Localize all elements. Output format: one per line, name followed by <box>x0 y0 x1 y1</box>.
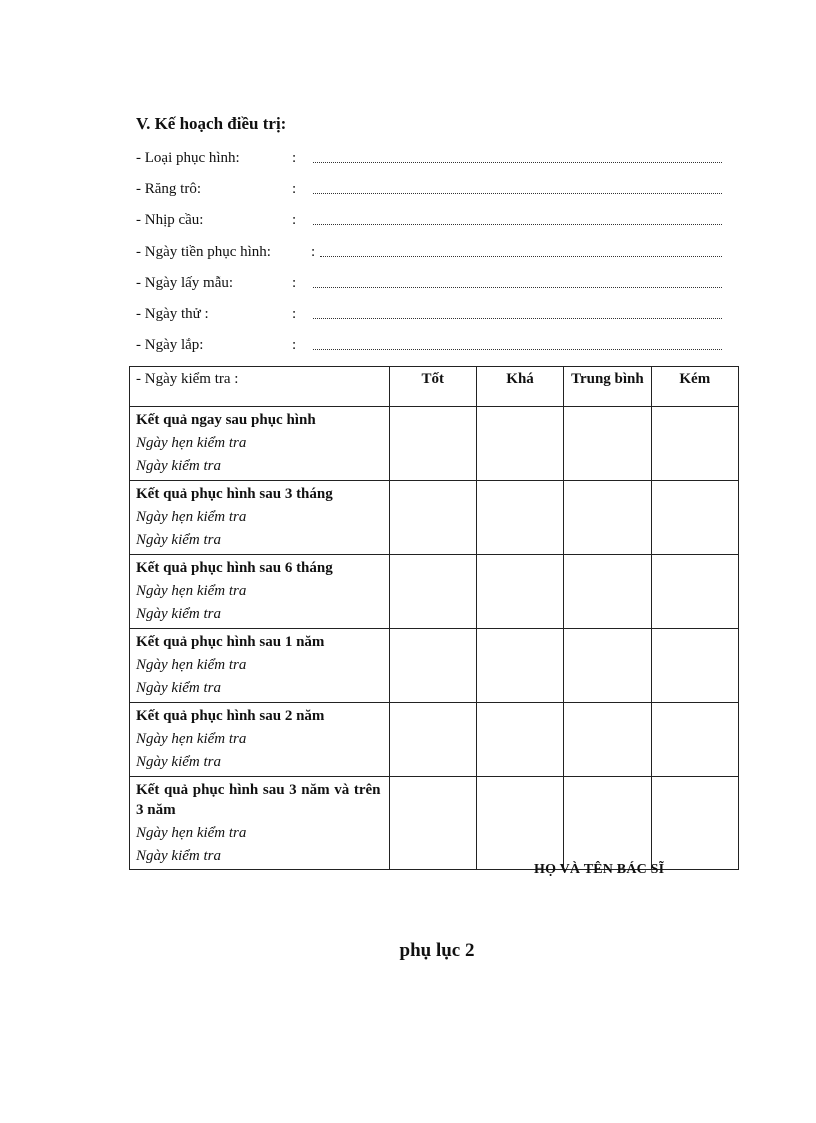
field-fill-line[interactable] <box>313 224 722 225</box>
grade-cell-average[interactable] <box>564 629 651 703</box>
field-abutment-teeth <box>136 176 726 207</box>
field-fill-line[interactable] <box>313 193 722 194</box>
grade-cell-good[interactable] <box>389 777 476 870</box>
doctor-signature-label: HỌ VÀ TÊN BÁC SĨ <box>534 862 665 877</box>
grade-cell-fair[interactable] <box>476 629 563 703</box>
table-row <box>130 629 739 703</box>
grade-cell-fair[interactable] <box>476 407 563 481</box>
treatment-plan-fields <box>136 145 726 363</box>
field-label: - Ngày thử : <box>136 305 209 322</box>
grade-cell-fair[interactable] <box>476 555 563 629</box>
result-title: Kết quả ngay sau phục hình <box>136 412 316 428</box>
grade-cell-poor[interactable] <box>651 481 738 555</box>
field-colon: : <box>292 274 297 291</box>
result-title: Kết quả phục hình sau 2 năm <box>136 708 325 724</box>
appointment-date-label: Ngày hẹn kiểm tra <box>136 657 247 673</box>
field-fill-line[interactable] <box>313 287 722 288</box>
header-checkup-date: - Ngày kiểm tra : <box>130 367 390 407</box>
checkup-date-label: Ngày kiểm tra <box>136 605 221 622</box>
result-title: Kết quả phục hình sau 6 tháng <box>136 560 333 576</box>
field-fill-line[interactable] <box>313 162 722 163</box>
result-label-cell <box>130 777 390 870</box>
result-label-cell <box>130 629 390 703</box>
appointment-date-label: Ngày hẹn kiểm tra <box>136 731 247 747</box>
grade-cell-poor[interactable] <box>651 777 738 870</box>
grade-cell-average[interactable] <box>564 481 651 555</box>
field-fitting-date <box>136 332 726 363</box>
grade-cell-good[interactable] <box>389 407 476 481</box>
result-title: Kết quả phục hình sau 3 năm và trên 3 năm <box>136 782 381 818</box>
result-label-cell <box>130 703 390 777</box>
checkup-date-label: Ngày kiểm tra <box>136 847 221 864</box>
section-heading: V. Kế hoạch điều trị: <box>136 114 287 133</box>
header-poor: Kém <box>651 367 738 407</box>
grade-cell-poor[interactable] <box>651 703 738 777</box>
grade-cell-average[interactable] <box>564 407 651 481</box>
checkup-date-label: Ngày kiểm tra <box>136 753 221 770</box>
field-label: - Ngày lấy mẫu: <box>136 274 234 291</box>
field-impression-date <box>136 270 726 301</box>
result-title: Kết quả phục hình sau 3 tháng <box>136 486 333 502</box>
table-row <box>130 481 739 555</box>
grade-cell-fair[interactable] <box>476 481 563 555</box>
field-label: - Loại phục hình: <box>136 150 240 166</box>
result-label-cell <box>130 555 390 629</box>
grade-cell-fair[interactable] <box>476 777 563 870</box>
field-label: - Ngày lắp: <box>136 337 204 354</box>
appointment-date-label: Ngày hẹn kiểm tra <box>136 825 247 841</box>
field-colon: : <box>292 181 297 198</box>
field-fill-line[interactable] <box>320 256 722 257</box>
field-colon: : <box>292 150 297 166</box>
grade-cell-average[interactable] <box>564 555 651 629</box>
checkup-date-label: Ngày kiểm tra <box>136 679 221 696</box>
appointment-date-label: Ngày hẹn kiểm tra <box>136 583 247 599</box>
result-label-cell <box>130 407 390 481</box>
result-title: Kết quả phục hình sau 1 năm <box>136 634 325 650</box>
header-good: Tốt <box>389 367 476 407</box>
result-label-cell <box>130 481 390 555</box>
header-average: Trung bình <box>564 367 651 407</box>
grade-cell-good[interactable] <box>389 703 476 777</box>
field-fill-line[interactable] <box>313 349 722 350</box>
grade-cell-poor[interactable] <box>651 407 738 481</box>
field-colon: : <box>292 212 297 229</box>
field-try-in-date <box>136 301 726 332</box>
field-colon: : <box>311 243 316 260</box>
checkup-results-table <box>129 366 739 870</box>
field-fill-line[interactable] <box>313 318 722 319</box>
field-prosthesis-type <box>136 145 726 176</box>
field-bridge-span <box>136 207 726 238</box>
field-colon: : <box>292 337 297 354</box>
field-label: - Răng trô: <box>136 181 201 198</box>
checkup-date-label: Ngày kiểm tra <box>136 531 221 548</box>
table-row <box>130 777 739 870</box>
table-row <box>130 407 739 481</box>
appointment-date-label: Ngày hẹn kiểm tra <box>136 435 247 451</box>
table-row <box>130 703 739 777</box>
grade-cell-poor[interactable] <box>651 629 738 703</box>
grade-cell-good[interactable] <box>389 555 476 629</box>
grade-cell-good[interactable] <box>389 629 476 703</box>
appendix-title: phụ lục 2 <box>399 940 475 961</box>
table-row <box>130 555 739 629</box>
header-fair: Khá <box>476 367 563 407</box>
grade-cell-fair[interactable] <box>476 703 563 777</box>
table-header-row <box>130 367 739 407</box>
field-label: - Ngày tiền phục hình: <box>136 243 271 260</box>
grade-cell-poor[interactable] <box>651 555 738 629</box>
grade-cell-good[interactable] <box>389 481 476 555</box>
appointment-date-label: Ngày hẹn kiểm tra <box>136 509 247 525</box>
field-colon: : <box>292 305 297 322</box>
field-label: - Nhịp cầu: <box>136 212 204 229</box>
grade-cell-average[interactable] <box>564 777 651 870</box>
grade-cell-average[interactable] <box>564 703 651 777</box>
checkup-date-label: Ngày kiểm tra <box>136 457 221 474</box>
field-pre-prosthesis-date <box>136 239 726 270</box>
